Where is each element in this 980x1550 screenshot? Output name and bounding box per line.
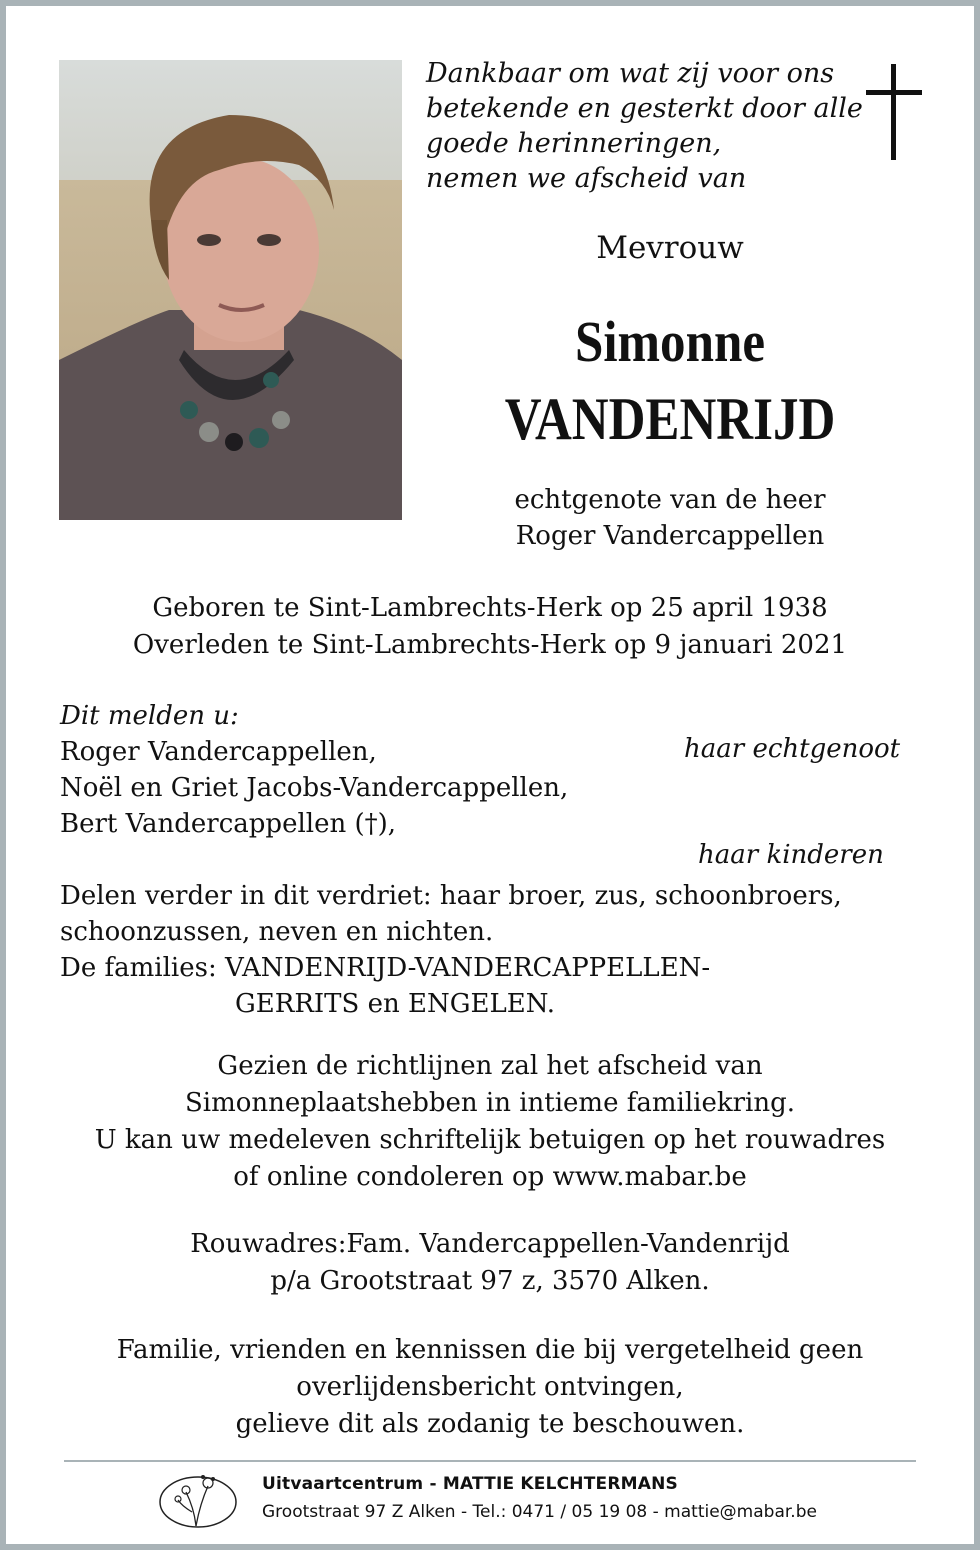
closing-note (40, 1332, 940, 1443)
intro-line: nemen we afscheid van (426, 163, 747, 194)
announcer-line: Noël en Griet Jacobs-Vandercappellen, (60, 773, 569, 803)
cross-icon (866, 64, 922, 160)
announcers-heading: Dit melden u: (60, 701, 239, 731)
portrait-photo (59, 60, 402, 520)
life-dates (40, 590, 940, 664)
message-line: Gezien de richtlijnen zal het afscheid van (217, 1051, 763, 1081)
extended-family-line: De families: VANDENRIJD-VANDERCAPPELLEN- (60, 953, 711, 983)
mourning-address (40, 1226, 940, 1300)
role-children-label: haar kinderen (698, 840, 884, 870)
spouse-line: Roger Vandercappellen (515, 521, 825, 551)
farewell-message (40, 1048, 940, 1196)
extended-family-line: schoonzussen, neven en nichten. (60, 917, 494, 947)
deceased-last-name: VANDENRIJD (504, 386, 836, 452)
closing-line: overlijdensbericht ontvingen, (296, 1372, 684, 1402)
spouse-info (470, 482, 870, 554)
address-line: p/a Grootstraat 97 z, 3570 Alken. (270, 1266, 710, 1296)
intro-line: Dankbaar om wat zij voor ons (426, 58, 835, 89)
deceased-first-name: Simonne (574, 309, 766, 374)
message-line: U kan uw medeleven schriftelijk betuigen op het rouwadres (94, 1125, 886, 1155)
funeral-home-contact: Grootstraat 97 Z Alken - Tel.: 0471 / 05 19 08 - mattie@mabar.be (262, 1502, 817, 1522)
closing-line: Familie, vrienden en kennissen die bij vergetelheid geen (116, 1335, 864, 1365)
message-line: of online condoleren op www.mabar.be (233, 1162, 747, 1192)
death-line: Overleden te Sint-Lambrechts-Herk op 9 januari 2021 (132, 630, 848, 660)
intro-line: goede herinneringen, (426, 128, 722, 159)
intro-line: betekende en gesterkt door alle (426, 93, 863, 124)
birth-line: Geboren te Sint-Lambrechts-Herk op 25 april 1938 (152, 593, 828, 623)
honorific-title: Mevrouw (596, 230, 744, 266)
families-continued: GERRITS en ENGELEN. (235, 989, 556, 1019)
message-line: Simonneplaatshebben in intieme familiekring. (185, 1088, 795, 1118)
footer-divider (64, 1460, 916, 1462)
role-spouse-label: haar echtgenoot (684, 734, 901, 764)
intro-text (426, 56, 863, 196)
address-line: Rouwadres:Fam. Vandercappellen-Vandenrijd (190, 1229, 790, 1259)
extended-family-line: Delen verder in dit verdriet: haar broer, zus, schoonbroers, (60, 881, 842, 911)
funeral-home-name: Uitvaartcentrum - MATTIE KELCHTERMANS (262, 1474, 678, 1494)
flower-logo-icon (156, 1468, 240, 1530)
announcer-line: Bert Vandercappellen (†), (60, 809, 397, 839)
announcer-line: Roger Vandercappellen, (60, 737, 377, 767)
closing-line: gelieve dit als zodanig te beschouwen. (235, 1409, 745, 1439)
spouse-line: echtgenote van de heer (514, 485, 826, 515)
